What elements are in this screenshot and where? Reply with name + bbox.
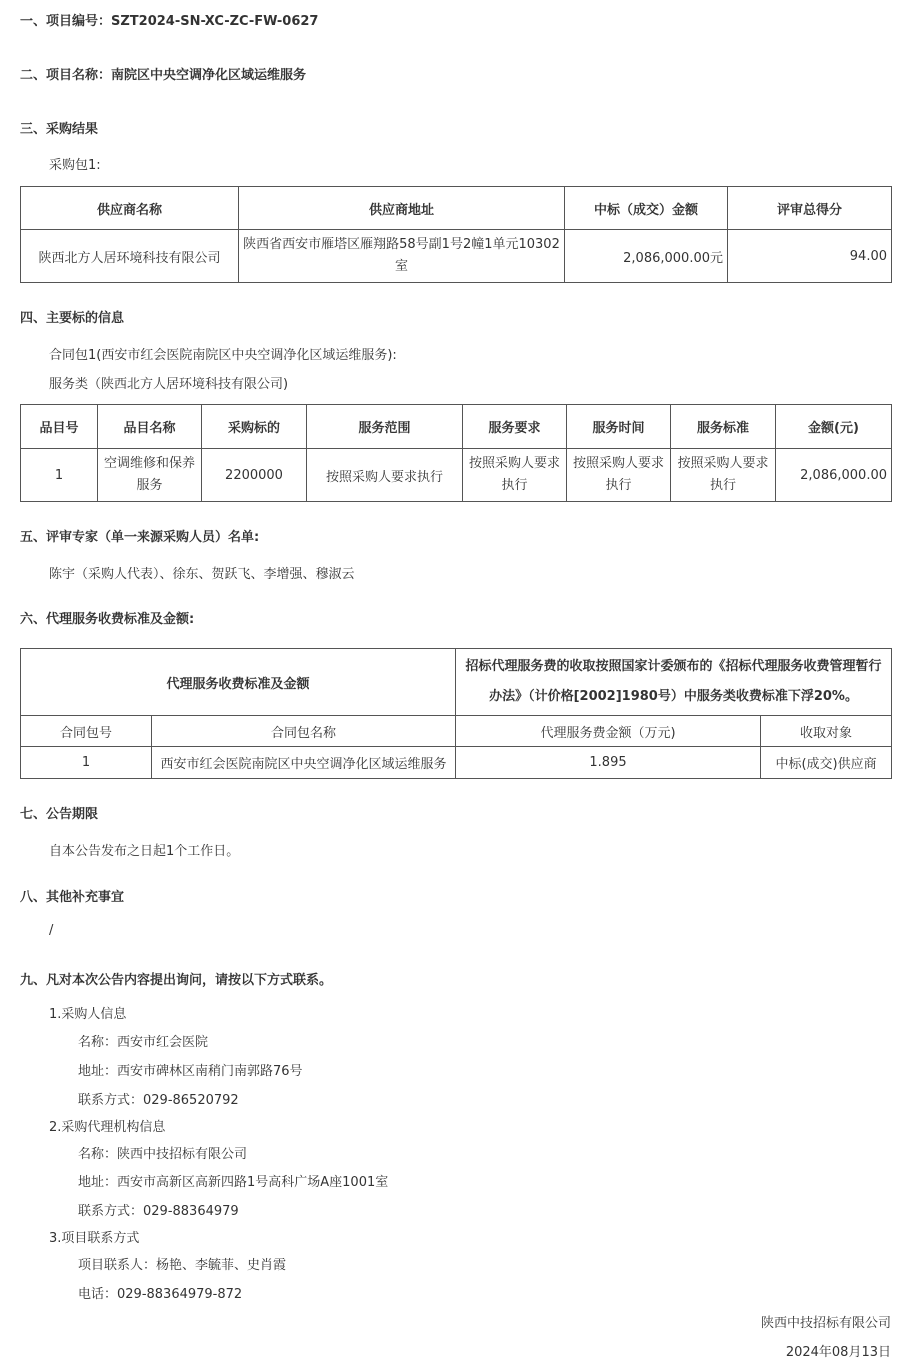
service-requirement-cell: 按照采购人要求执行 [463,449,567,502]
col-header: 服务标准 [671,405,776,449]
project-contact-people: 项目联系人：杨艳、李毓菲、史肖霞 [78,1258,287,1273]
project-contact-title: 3.项目联系方式 [49,1231,140,1246]
fee-standard-text: 招标代理服务费的收取按照国家计委颁布的《招标代理服务收费管理暂行办法》（计价格[2002]1980号）中服务类收费标准下浮20%。 [456,649,892,716]
fee-table-header [21,716,892,747]
result-table [20,186,892,283]
announcement-period-text: 自本公告发布之日起1个工作日。 [49,844,240,859]
amount-cell: 2,086,000.00 [776,449,892,502]
procurement-result-heading: 三、采购结果 [20,122,99,137]
purchaser-address: 地址：西安市碑林区南稍门南郭路76号 [78,1064,303,1079]
experts-heading: 五、评审专家（单一来源采购人员）名单: [20,530,260,545]
col-header: 服务时间 [567,405,671,449]
project-number-heading: 一、项目编号：SZT2024-SN-XC-ZC-FW-0627 [20,14,319,29]
purchaser-phone: 联系方式：029-86520792 [78,1093,239,1108]
supplier-address-cell: 陕西省西安市雁塔区雁翔路58号副1号2幢1单元10302室 [239,230,565,283]
subject-cell: 2200000 [202,449,307,502]
col-header: 代理服务费金额（万元) [456,716,761,747]
col-header: 供应商地址 [239,187,565,230]
col-header: 品目名称 [98,405,202,449]
project-name-heading: 二、项目名称：南院区中央空调净化区域运维服务 [20,68,307,83]
service-time-cell: 按照采购人要求执行 [567,449,671,502]
package-name-cell: 西安市红会医院南院区中央空调净化区域运维服务 [152,747,456,779]
result-table-header [21,187,892,230]
agency-phone: 联系方式：029-88364979 [78,1204,239,1219]
package-number-cell: 1 [21,747,152,779]
agency-title: 2.采购代理机构信息 [49,1120,166,1135]
col-header: 采购标的 [202,405,307,449]
col-header: 品目号 [21,405,98,449]
fee-amount-cell: 1.895 [456,747,761,779]
fee-table [20,648,892,779]
agency-fee-heading: 六、代理服务收费标准及金额: [20,612,195,627]
other-matters-text: / [49,923,54,938]
subject-table [20,404,892,502]
subject-table-header [21,405,892,449]
footer-date: 2024年08月13日 [785,1345,891,1360]
col-header: 中标（成交）金额 [565,187,728,230]
score-cell: 94.00 [728,230,892,283]
col-header: 评审总得分 [728,187,892,230]
purchaser-name: 名称：西安市红会医院 [78,1035,209,1050]
col-header: 金额(元) [776,405,892,449]
footer-organization: 陕西中技招标有限公司 [760,1316,891,1331]
agency-name: 名称：陕西中技招标有限公司 [78,1147,248,1162]
supplier-name-cell: 陕西北方人居环境科技有限公司 [21,230,239,283]
fee-standard-row [21,649,892,716]
service-scope-cell: 按照采购人要求执行 [307,449,463,502]
col-header: 供应商名称 [21,187,239,230]
experts-list: 陈宇（采购人代表）、徐东、贺跃飞、李增强、穆淑云 [49,567,355,582]
contact-heading: 九、凡对本次公告内容提出询问，请按以下方式联系。 [20,973,333,988]
col-header: 服务要求 [463,405,567,449]
item-name-cell: 空调维修和保养服务 [98,449,202,502]
bid-amount-cell: 2,086,000.00元 [565,230,728,283]
project-contact-phone: 电话：029-88364979-872 [78,1287,243,1302]
service-standard-cell: 按照采购人要求执行 [671,449,776,502]
other-matters-heading: 八、其他补充事宜 [20,890,125,905]
table-row [21,449,892,502]
package-label: 采购包1: [49,158,101,173]
col-header: 合同包号 [21,716,152,747]
table-row [21,747,892,779]
col-header: 收取对象 [761,716,892,747]
contract-package-label: 合同包1(西安市红会医院南院区中央空调净化区域运维服务): [49,348,397,363]
fee-standard-label: 代理服务收费标准及金额 [21,649,456,716]
fee-payer-cell: 中标(成交)供应商 [761,747,892,779]
agency-address: 地址：西安市高新区高新四路1号高科广场A座1001室 [78,1175,389,1190]
table-row [21,230,892,283]
purchaser-title: 1.采购人信息 [49,1007,127,1022]
announcement-period-heading: 七、公告期限 [20,807,99,822]
item-number-cell: 1 [21,449,98,502]
col-header: 服务范围 [307,405,463,449]
col-header: 合同包名称 [152,716,456,747]
main-subject-heading: 四、主要标的信息 [20,311,125,326]
service-type-label: 服务类（陕西北方人居环境科技有限公司) [49,377,289,392]
